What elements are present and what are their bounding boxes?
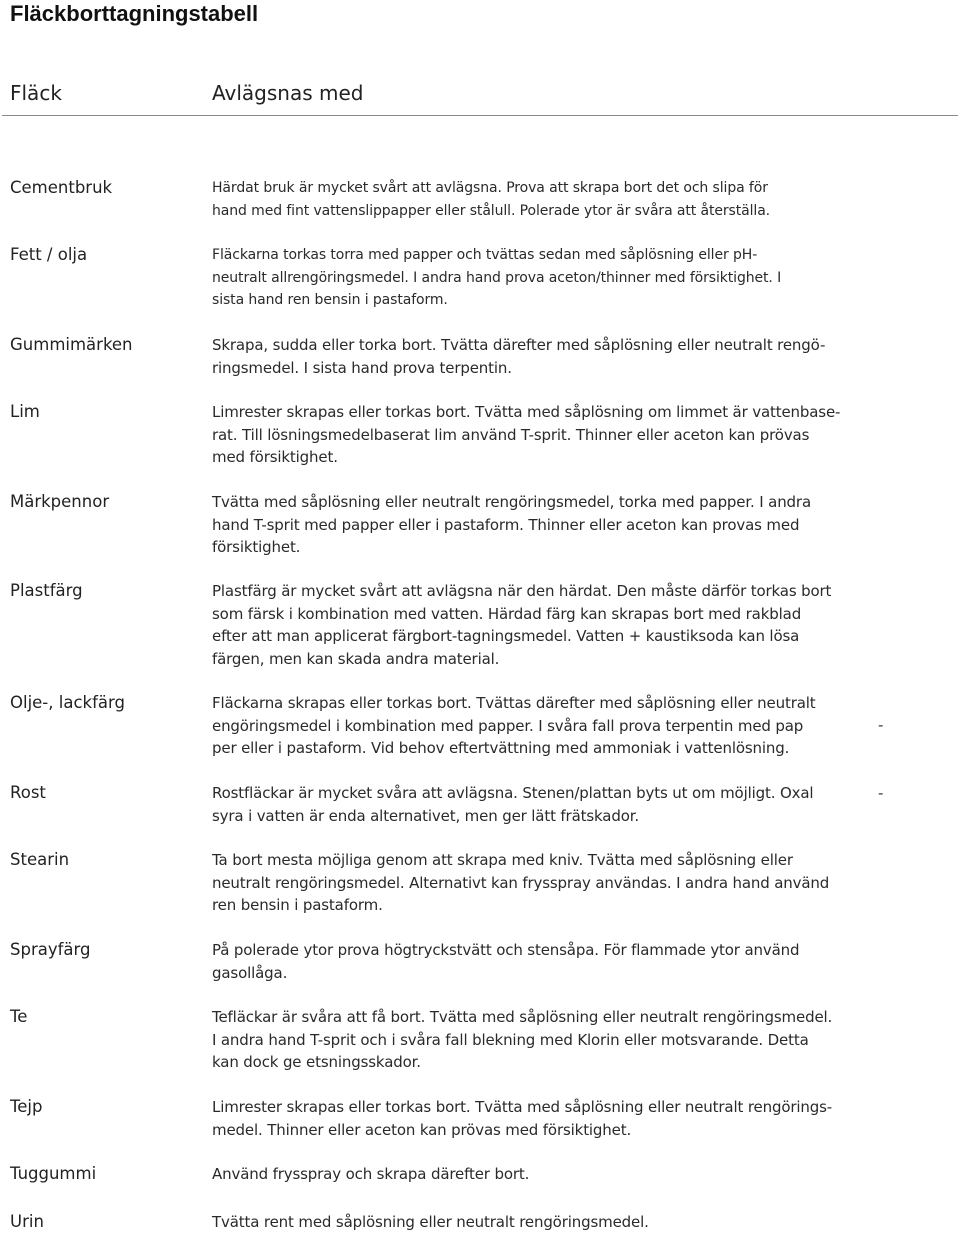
- removal-text: Tvätta rent med såplösning eller neutralt rengöringsmedel.: [212, 1213, 649, 1231]
- stain-name: Gummimärken: [10, 335, 133, 354]
- removal-text: Skrapa, sudda eller torka bort. Tvätta därefter med såplösning eller neutralt rengö- ringsmedel. I sista hand prova terpentin.: [212, 336, 826, 377]
- column-header-removal: Avlägsnas med: [212, 81, 364, 105]
- removal-text: Plastfärg är mycket svårt att avlägsna när den härdat. Den måste därför torkas bort som färsk i kombination med vatten. Härdad färg kan skrapas bort med rakblad efter att man applicerat färgbort-tagningsmedel. Vatten + kaustiksoda kan lösa färgen, men kan skada andra material.: [212, 582, 832, 668]
- stain-name: Stearin: [10, 850, 70, 869]
- removal-text: Rostfläckar är mycket svåra att avlägsna. Stenen/plattan byts ut om möjligt. Oxal syra i vatten är enda alternativet, men ger lätt frätskador.: [212, 784, 814, 825]
- removal-text: Använd frysspray och skrapa därefter bort.: [212, 1165, 530, 1183]
- stain-name: Plastfärg: [10, 581, 83, 600]
- header-divider: [2, 115, 958, 116]
- page-title: Fläckborttagningstabell: [10, 1, 259, 26]
- stain-name: Cementbruk: [10, 178, 113, 197]
- stain-name: Märkpennor: [10, 492, 110, 511]
- removal-text: Fläckarna skrapas eller torkas bort. Tvättas därefter med såplösning eller neutralt engöringsmedel i kombination med papper. I svåra fall prova terpentin med pap per eller i pastaform. Vid behov eftertvättning med ammoniak i vattenlösning.: [212, 694, 816, 757]
- stain-name: Fett / olja: [10, 245, 88, 264]
- removal-text: Tefläckar är svåra att få bort. Tvätta med såplösning eller neutralt rengöringsmedel. I andra hand T-sprit och i svåra fall blekning med Klorin eller motsvarande. Detta kan dock ge etsningsskador.: [212, 1008, 833, 1071]
- removal-text: Limrester skrapas eller torkas bort. Tvätta med såplösning eller neutralt rengörings- medel. Thinner eller aceton kan prövas med försiktighet.: [212, 1098, 833, 1139]
- hyphen-mark: -: [878, 784, 884, 802]
- stain-name: Sprayfärg: [10, 940, 91, 959]
- stain-name: Olje-, lackfärg: [10, 693, 125, 712]
- removal-text: På polerade ytor prova högtryckstvätt och stensåpa. För flammade ytor använd gasollåga.: [212, 941, 800, 982]
- hyphen-mark: -: [878, 716, 884, 734]
- removal-text: Limrester skrapas eller torkas bort. Tvätta med såplösning om limmet är vattenbase- rat. Till lösningsmedelbaserat lim använd T-sprit. Thinner eller aceton kan prövas med försiktighet.: [212, 403, 841, 466]
- stain-name: Lim: [10, 402, 40, 421]
- column-header-stain: Fläck: [10, 81, 62, 105]
- removal-text: Ta bort mesta möjliga genom att skrapa med kniv. Tvätta med såplösning eller neutralt rengöringsmedel. Alternativt kan frysspray användas. I andra hand använd ren bensin i pastaform.: [212, 851, 830, 914]
- removal-text: Tvätta med såplösning eller neutralt rengöringsmedel, torka med papper. I andra hand T-sprit med papper eller i pastaform. Thinner eller aceton kan provas med försiktighet.: [212, 493, 811, 556]
- stain-name: Te: [10, 1007, 28, 1026]
- removal-text: Fläckarna torkas torra med papper och tvättas sedan med såplösning eller pH- neutralt allrengöringsmedel. I andra hand prova aceton/thinner med försiktighet. I sista hand ren bensin i pastaform.: [212, 247, 782, 308]
- stain-name: Rost: [10, 783, 46, 802]
- stain-name: Urin: [10, 1212, 44, 1231]
- stain-name: Tejp: [10, 1097, 43, 1116]
- stain-name: Tuggummi: [10, 1164, 97, 1183]
- removal-text: Härdat bruk är mycket svårt att avlägsna. Prova att skrapa bort det och slipa för hand med fint vattenslippapper eller stålull. Polerade ytor är svåra att återställa.: [212, 180, 771, 219]
